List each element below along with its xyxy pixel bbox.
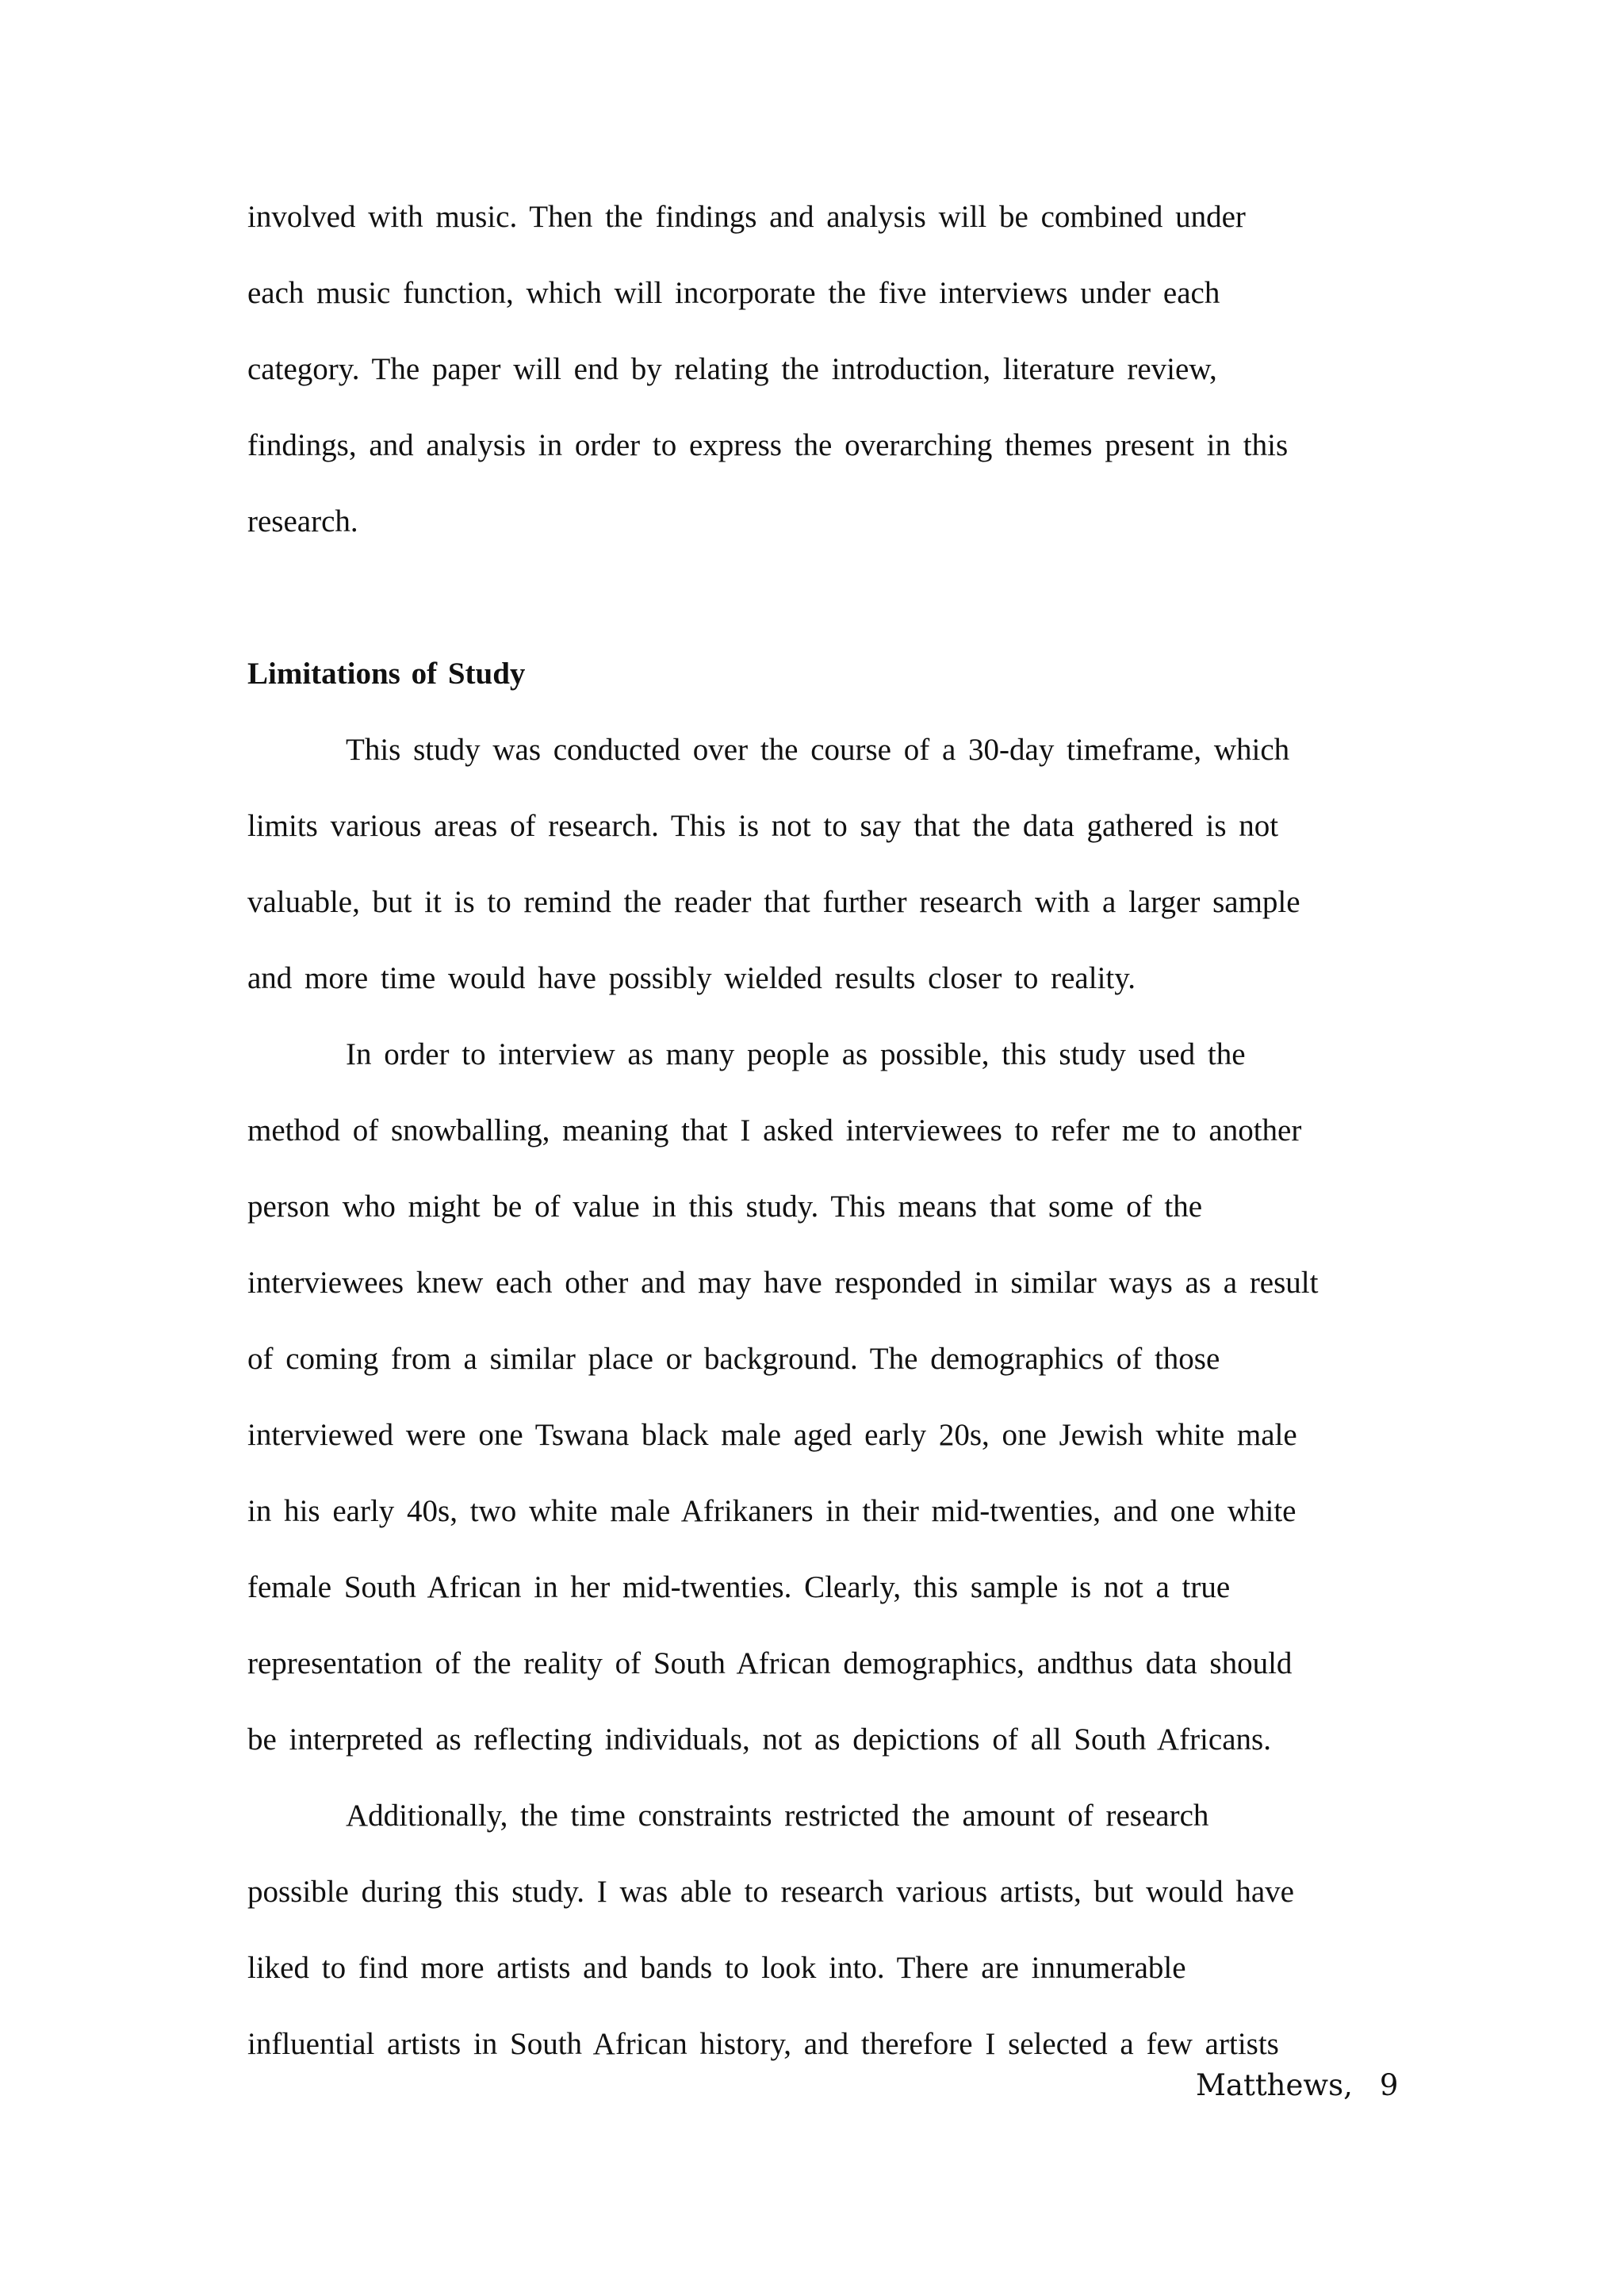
text-line: representation of the reality of South African demographics, andthus data should (247, 1646, 1293, 1680)
page-footer (1196, 2062, 1398, 2109)
text-line: method of snowballing, meaning that I asked interviewees to refer me to another (247, 1113, 1302, 1148)
section-spacer (247, 569, 1405, 646)
text-line: interviewed were one Tswana black male aged early 20s, one Jewish white male (247, 1418, 1297, 1452)
body-text (247, 189, 1405, 2092)
text-line: person who might be of value in this study. This means that some of the (247, 1190, 1203, 1224)
text-line: This study was conducted over the course of a 30-day timeframe, which (346, 733, 1290, 767)
text-line: interviewees knew each other and may have responded in similar ways as a result (247, 1266, 1319, 1300)
text-line: valuable, but it is to remind the reader that further research with a larger sample (247, 885, 1300, 919)
text-line: and more time would have possibly wielded results closer to reality. (247, 961, 1136, 995)
text-line: influential artists in South African history, and therefore I selected a few artists (247, 2027, 1279, 2061)
footer-author: Matthews, (1196, 2068, 1353, 2102)
text-line: research. (247, 504, 358, 538)
paragraph-continuation (247, 189, 1405, 569)
text-line: involved with music. Then the findings and analysis will be combined under (247, 200, 1246, 234)
text-line: In order to interview as many people as possible, this study used the (346, 1037, 1246, 1071)
paragraph-time-constraints (247, 1787, 1405, 2092)
section-heading: Limitations of Study (247, 657, 526, 691)
text-line: liked to find more artists and bands to look into. There are innumerable (247, 1951, 1186, 1985)
text-line: findings, and analysis in order to express the overarching themes present in this (247, 428, 1289, 462)
text-line: in his early 40s, two white male Afrikaners in their mid-twenties, and one white (247, 1494, 1297, 1528)
text-line: possible during this study. I was able to research various artists, but would have (247, 1875, 1294, 1909)
text-line: category. The paper will end by relating the introduction, literature review, (247, 352, 1217, 386)
text-line: female South African in her mid-twenties. Clearly, this sample is not a true (247, 1570, 1231, 1604)
text-line: limits various areas of research. This is not to say that the data gathered is not (247, 809, 1279, 843)
paragraph-snowballing (247, 1026, 1405, 1787)
page-number: 9 (1379, 2068, 1399, 2102)
text-line: Additionally, the time constraints restricted the amount of research (346, 1799, 1209, 1833)
text-line: be interpreted as reflecting individuals, not as depictions of all South Africans. (247, 1722, 1271, 1757)
text-line: of coming from a similar place or background. The demographics of those (247, 1342, 1220, 1376)
paragraph-timeframe (247, 722, 1405, 1026)
text-line: each music function, which will incorporate the five interviews under each (247, 276, 1220, 310)
